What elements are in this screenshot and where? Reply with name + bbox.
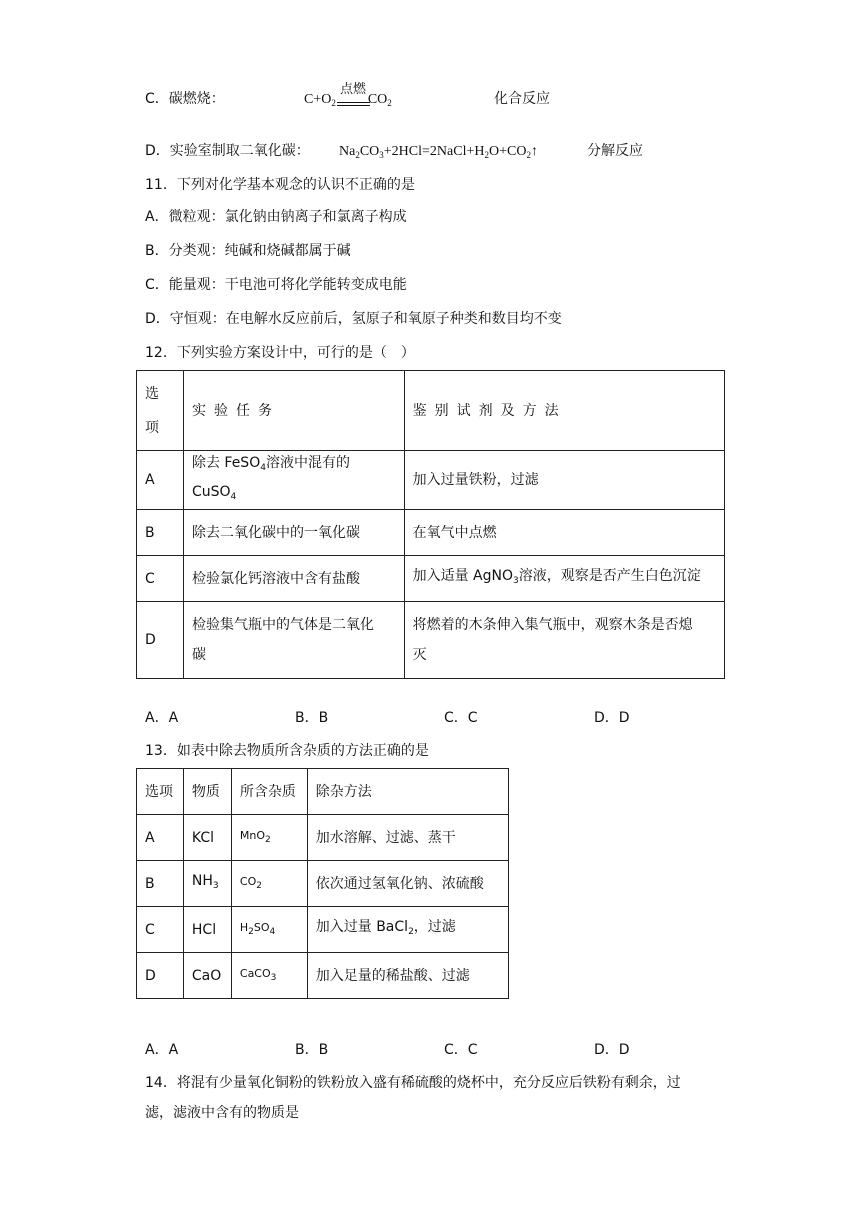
eq-sub: 2 [331,98,336,108]
text-line: 碳 [191,647,206,663]
text-sub: 4 [260,463,266,473]
header-text: 项 [145,419,159,436]
eq-sub: 2 [526,150,531,160]
q10-d-equation [339,142,538,165]
eq-part: C+O [304,92,332,107]
row-task [183,451,404,510]
row-option: C [137,907,184,953]
header-substance: 物质 [183,769,231,815]
eq-sub: 3 [379,150,384,160]
reaction-equals-sign [337,102,370,106]
header-method: 除杂方法 [307,769,508,815]
row-impurity [231,815,307,861]
q10-c-condition: 点燃 [340,82,367,97]
row-method: 加水溶解、过滤、蒸干 [307,815,508,861]
table-row [137,861,509,907]
q13-answer-c: C．C [444,1042,478,1058]
eq-part: CO [359,144,380,159]
eq-sub: 2 [484,150,489,160]
q13-answer-b: B．B [295,1042,329,1058]
text-line: 检验集气瓶中的气体是二氧化 [191,617,374,633]
q12-stem: 12．下列实验方案设计中，可行的是（ ） [145,345,415,361]
q10-d-type: 分解反应 [587,143,643,159]
q10-c-type: 化合反应 [494,91,550,107]
q11-stem: 11．下列对化学基本观念的认识不正确的是 [145,177,415,193]
text-part: 除去 FeSO [191,455,261,471]
row-method: 依次通过氢氧化钠、浓硫酸 [307,861,508,907]
q13-stem: 13．如表中除去物质所含杂质的方法正确的是 [145,743,429,759]
eq-part: CO [367,92,388,107]
text-part: ，过滤 [413,919,456,935]
row-option: D [137,953,184,999]
text-part: CaCO [239,967,271,980]
q12-answer-a: A．A [145,710,179,726]
text-line: 将燃着的木条伸入集气瓶中，观察木条是否熄 [412,617,693,633]
text-sub: 3 [270,973,277,983]
table-row [137,451,725,510]
table-row [137,907,509,953]
row-task [183,602,404,679]
row-impurity [231,861,307,907]
text-sub: 2 [256,881,262,891]
text-sub: 2 [408,927,414,937]
row-impurity [231,953,307,999]
row-method: 在氧气中点燃 [404,510,724,556]
row-substance: CaO [183,953,231,999]
q11-option-d: D．守恒观：在电解水反应前后，氢原子和氧原子种类和数目均不变 [145,311,562,327]
text-sub: 2 [248,927,254,937]
row-method [404,602,724,679]
table-header-row [137,371,725,451]
q12-answer-d: D．D [594,710,630,726]
q13-answer-a: A．A [145,1042,179,1058]
text-line: 灭 [412,647,427,663]
table-row [137,953,509,999]
text-part: 溶液中混有的 CuSO [191,455,350,500]
row-impurity [231,907,307,953]
text-sub: 3 [512,576,519,586]
row-task: 除去二氧化碳中的一氧化碳 [183,510,404,556]
text-part: 溶液，观察是否产生白色沉淀 [518,568,701,584]
eq-part: O+CO [488,144,527,159]
text-part: MnO [239,829,266,842]
row-substance: HCl [183,907,231,953]
eq-sub: 2 [387,98,392,108]
q10-c-label: C．碳燃烧： [145,91,225,107]
row-option: D [137,602,184,679]
q12-answer-b: B．B [295,710,329,726]
table-row [137,602,725,679]
q13-table [136,768,509,999]
row-method [404,556,724,602]
text-part: CO [239,875,257,888]
q14-stem-line2: 滤，滤液中含有的物质是 [145,1105,299,1121]
row-option: B [137,861,184,907]
text-part: SO [253,921,270,934]
table-row [137,815,509,861]
text-part: 加入过量 BaCl [315,919,409,935]
header-text: 选 [145,385,159,402]
q11-option-c: C．能量观：干电池可将化学能转变成电能 [145,277,407,293]
header-task: 实验任务 [183,371,404,451]
header-option: 选项 [137,769,184,815]
header-option [137,371,184,451]
row-option: C [137,556,184,602]
q11-option-b: B．分类观：纯碱和烧碱都属于碱 [145,243,351,259]
text-part: NH [191,873,213,889]
q12-table [136,370,725,679]
table-row [137,510,725,556]
text-part: H [239,921,249,934]
row-method: 加入过量铁粉，过滤 [404,451,724,510]
q14-stem-line1: 14．将混有少量氧化铜粉的铁粉放入盛有稀硫酸的烧杯中，充分反应后铁粉有剩余，过 [145,1075,681,1091]
row-method [307,907,508,953]
table-row [137,556,725,602]
header-impurity: 所含杂质 [231,769,307,815]
q12-answer-c: C．C [444,710,478,726]
row-option: A [137,815,184,861]
text-sub: 2 [265,835,271,845]
text-sub: 4 [269,927,276,937]
row-substance: KCl [183,815,231,861]
q11-option-a: A．微粒观：氯化钠由钠离子和氯离子构成 [145,209,407,225]
text-sub: 4 [230,492,237,502]
eq-part: +2HCl=2NaCl+H [383,144,485,159]
q10-option-c [145,89,225,109]
eq-sub: 2 [355,150,360,160]
eq-part: Na [339,144,356,159]
text-sub: 3 [212,881,219,891]
row-method: 加入足量的稀盐酸、过滤 [307,953,508,999]
table-header-row [137,769,509,815]
q13-answer-d: D．D [594,1042,630,1058]
header-method: 鉴别试剂及方法 [404,371,724,451]
row-option: A [137,451,184,510]
text-part: 加入适量 AgNO [412,568,513,584]
row-option: B [137,510,184,556]
q10-d-label: D．实验室制取二氧化碳： [145,143,310,159]
row-task: 检验氯化钙溶液中含有盐酸 [183,556,404,602]
row-substance [183,861,231,907]
eq-part: ↑ [530,144,538,159]
